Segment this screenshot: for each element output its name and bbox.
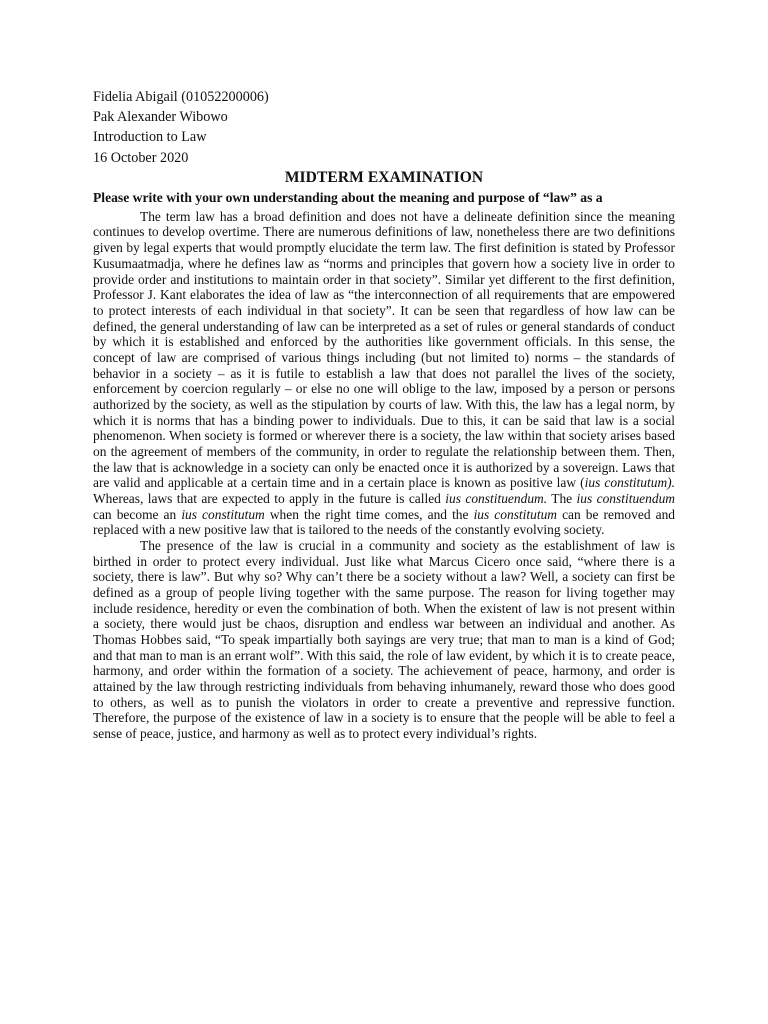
document-page xyxy=(93,87,675,742)
lecturer-name: Pak Alexander Wibowo xyxy=(93,109,228,126)
course-name: Introduction to Law xyxy=(93,129,207,146)
term-ius-constitutum-2: ius constitutum xyxy=(181,506,265,522)
paragraph-1-text-e: when the right time comes, and the xyxy=(264,506,474,522)
term-ius-constituendum-2: ius constituendum xyxy=(576,490,675,506)
paragraph-1-text-c: The xyxy=(547,490,577,506)
student-name: Fidelia Abigail (01052200006) xyxy=(93,89,269,105)
paragraph-purpose-of-law: The presence of the law is crucial in a community and society as the establishment of law is birthed in order to protect every individual. Just like what Marcus Cicero once said, “where there is a society, there is law”. But why so? Why can’t there be a society without a law? Well, a society can first be defined as a group of people living together with the same purpose. The reason for living together may include residence, heredity or even the combination of both. When the existent of law is not present within a society, there would just be chaos, disruption and endless war between an individual and another. As Thomas Hobbes said, “To speak impartially both sayings are very true; that man to man is a kind of God; and that man to man is an errant wolf”. With this said, the role of law evident, by which it is to create peace, harmony, and order within the formation of a society. The achievement of peace, harmony, and order is attained by the law through restricting individuals from behaving inhumanely, reward those who does good to others, as well as to punish the violators in order to create a preventive and repressive function. Therefore, the purpose of the existence of law in a society is to ensure that the people will be able to feel a sense of peace, justice, and harmony as well as to protect every individual’s rights. xyxy=(93,537,675,741)
paragraph-definition-of-law xyxy=(93,209,675,538)
paragraph-1-text-d: can become an xyxy=(93,506,182,522)
exam-question: Please write with your own understanding about the meaning and purpose of “law” as a xyxy=(93,189,603,205)
paragraph-1-text-f: can be removed and replaced with a new positive law that is tailored to the needs of the constantly evolving society. xyxy=(93,506,676,538)
paragraph-1-text-a: The term law has a broad definition and does not have a delineate definition since the meaning continues to develop overtime. There are numerous definitions of law, nonetheless there are two definitions given by legal experts that would promptly elucidate the term law. The first definition is stated by Professor Kusumaatmadja, where he defines law as “norms and principles that govern how a society live in order to provide order and institutions to maintain order in that society”. Similar yet different to the first definition, Professor J. Kant elaborates the idea of law as “the interconnection of all requirements that are empowered to protect interests of each individual in that society”. It can be seen that regardless of how law can be defined, the general understanding of law can be interpreted as a set of rules or general standards of conduct by which it is established and enforced by the authorities like government officials. In this sense, the concept of law are comprised of various things including (but not limited to) norms – the standards of behavior in a society – as it is futile to establish a law that does not parallel the lives of the society, enforcement by coercion regularly – or else no one will oblige to the law, imposed by a person or persons authorized by the society, as well as the stipulation by courts of law. With this, the law has a legal norm, by which it is norms that has a binding power to individuals. Due to this, it can be said that law is a social phenomenon. When society is formed or wherever there is a society, the law within that society arises based on the agreement of members of the community, in order to regulate the relationship between them. Then, the law that is acknowledge in a society can only be enacted once it is authorized by a sovereign. Laws that are valid and applicable at a certain time and in a certain place is known as positive law ( xyxy=(93,208,675,491)
document-title: MIDTERM EXAMINATION xyxy=(284,168,484,186)
paragraph-1-text-b: Whereas, laws that are expected to apply in the future is called xyxy=(93,490,446,506)
term-ius-constitutum-3: ius constitutum xyxy=(473,506,558,522)
exam-date: 16 October 2020 xyxy=(93,149,189,166)
term-ius-constituendum: ius constituendum. xyxy=(445,490,548,506)
term-ius-constitutum: ius constitutum). xyxy=(584,475,675,491)
